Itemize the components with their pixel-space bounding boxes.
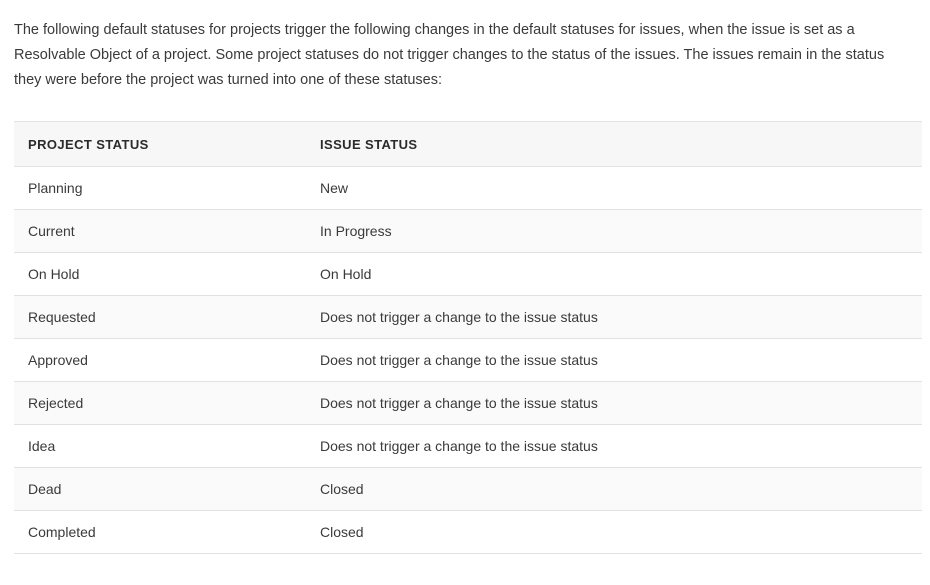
- status-mapping-table: [14, 121, 922, 554]
- cell-project-status: Completed: [14, 511, 306, 554]
- table-row: [14, 167, 922, 210]
- cell-issue-status: Closed: [306, 468, 922, 511]
- cell-issue-status: Does not trigger a change to the issue status: [306, 382, 922, 425]
- cell-project-status: Requested: [14, 296, 306, 339]
- cell-issue-status: Does not trigger a change to the issue status: [306, 339, 922, 382]
- column-header-issue-status: ISSUE STATUS: [306, 122, 922, 167]
- table-row: [14, 253, 922, 296]
- cell-issue-status: Does not trigger a change to the issue status: [306, 425, 922, 468]
- table-row: [14, 468, 922, 511]
- cell-issue-status: In Progress: [306, 210, 922, 253]
- column-header-project-status: PROJECT STATUS: [14, 122, 306, 167]
- cell-project-status: On Hold: [14, 253, 306, 296]
- table-row: [14, 339, 922, 382]
- cell-project-status: Rejected: [14, 382, 306, 425]
- cell-project-status: Idea: [14, 425, 306, 468]
- cell-issue-status: Does not trigger a change to the issue status: [306, 296, 922, 339]
- cell-issue-status: On Hold: [306, 253, 922, 296]
- table-row: [14, 425, 922, 468]
- cell-project-status: Dead: [14, 468, 306, 511]
- intro-paragraph: The following default statuses for projects trigger the following changes in the default statuses for issues, when the issue is set as a Resolvable Object of a project. Some project statuses do not trigger changes to the status of the issues. The issues remain in the status they were before the project was turned into one of these statuses:: [14, 22, 885, 88]
- table-header-row: [14, 122, 922, 167]
- cell-issue-status: New: [306, 167, 922, 210]
- cell-issue-status: Closed: [306, 511, 922, 554]
- cell-project-status: Planning: [14, 167, 306, 210]
- table-row: [14, 511, 922, 554]
- table-row: [14, 382, 922, 425]
- table-row: [14, 210, 922, 253]
- table-row: [14, 296, 922, 339]
- cell-project-status: Current: [14, 210, 306, 253]
- cell-project-status: Approved: [14, 339, 306, 382]
